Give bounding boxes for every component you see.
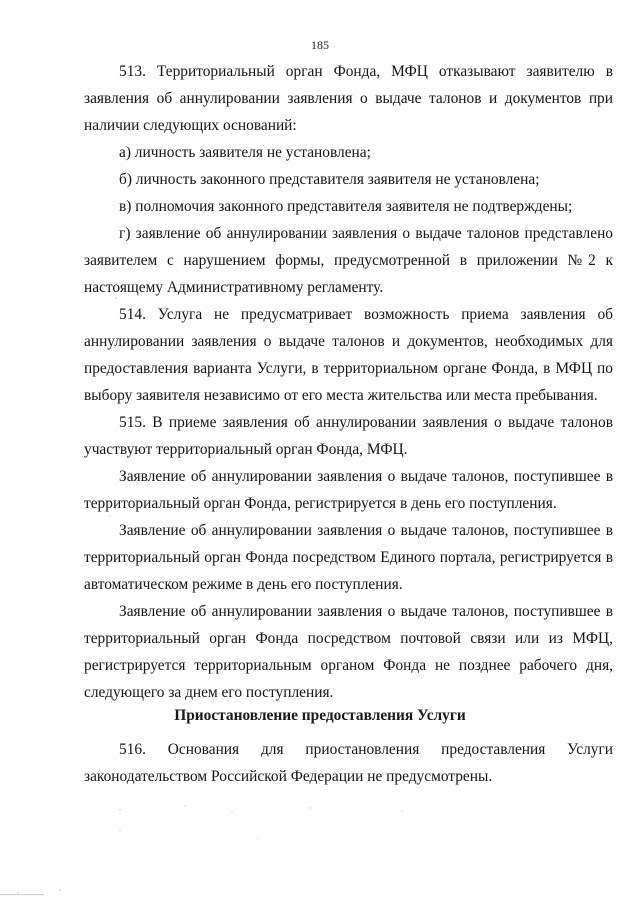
paragraph-515-line-1: 515. В приеме заявления об аннулировании заявления о выдаче талонов [119,414,613,431]
paragraph-516-line-2: законодательством Российской Федерации не предусмотрены. [84,768,493,785]
list-item-b: б) личность законного представителя заявителя не установлена; [119,171,540,188]
paragraph-515a-line-1: Заявление об аннулировании заявления о выдаче талонов, поступившее в [119,468,613,485]
paragraph-515a-line-2: территориальный орган Фонда, регистрируется в день его поступления. [84,495,557,512]
paragraph-515b-line-2: территориальный орган Фонда посредством Единого портала, регистрируется в [84,549,613,566]
paragraph-513-line-2: заявления об аннулировании заявления о выдаче талонов и документов при [84,90,613,107]
paragraph-514-line-1: 514. Услуга не предусматривает возможность приема заявления об [119,306,613,323]
paragraph-513-line-1: 513. Территориальный орган Фонда, МФЦ отказывают заявителю в [119,63,613,80]
paragraph-516-line-1: 516. Основания для приостановления предоставления Услуги [119,741,613,758]
paragraph-515c-line-3: регистрируется территориальным органом Фонда не позднее рабочего дня, [84,657,613,674]
paragraph-514-line-3: предоставления варианта Услуги, в территориальном органе Фонда, в МФЦ по [84,360,613,377]
paragraph-515b-line-1: Заявление об аннулировании заявления о выдаче талонов, поступившее в [119,522,613,539]
paragraph-515c-line-2: территориальный орган Фонда посредством почтовой связи или из МФЦ, [84,630,613,647]
paragraph-515c-line-4: следующего за днем его поступления. [84,684,334,701]
paragraph-515-line-2: участвуют территориальный орган Фонда, МФЦ. [84,441,408,458]
paragraph-514-line-4: выбору заявителя независимо от его места жительства или места пребывания. [84,387,598,404]
paragraph-515b-line-3: автоматическом режиме в день его поступления. [84,576,403,593]
page-number: 185 [311,38,329,52]
list-item-g-line-3: настоящему Административному регламенту. [84,279,384,296]
section-heading: Приостановление предоставления Услуги [174,707,466,724]
list-item-g-line-2: заявителем с нарушением формы, предусмотренной в приложении №2 к [84,252,613,269]
paragraph-515c-line-1: Заявление об аннулировании заявления о выдаче талонов, поступившее в [119,603,613,620]
paragraph-514-line-2: аннулировании заявления о выдаче талонов и документов, необходимых для [84,333,613,350]
list-item-g-line-1: г) заявление об аннулировании заявления о выдаче талонов представлено [119,225,613,242]
list-item-c: в) полномочия законного представителя заявителя не подтверждены; [119,198,573,215]
list-item-a: а) личность заявителя не установлена; [119,144,371,161]
paragraph-513-line-3: наличии следующих оснований: [84,117,297,134]
